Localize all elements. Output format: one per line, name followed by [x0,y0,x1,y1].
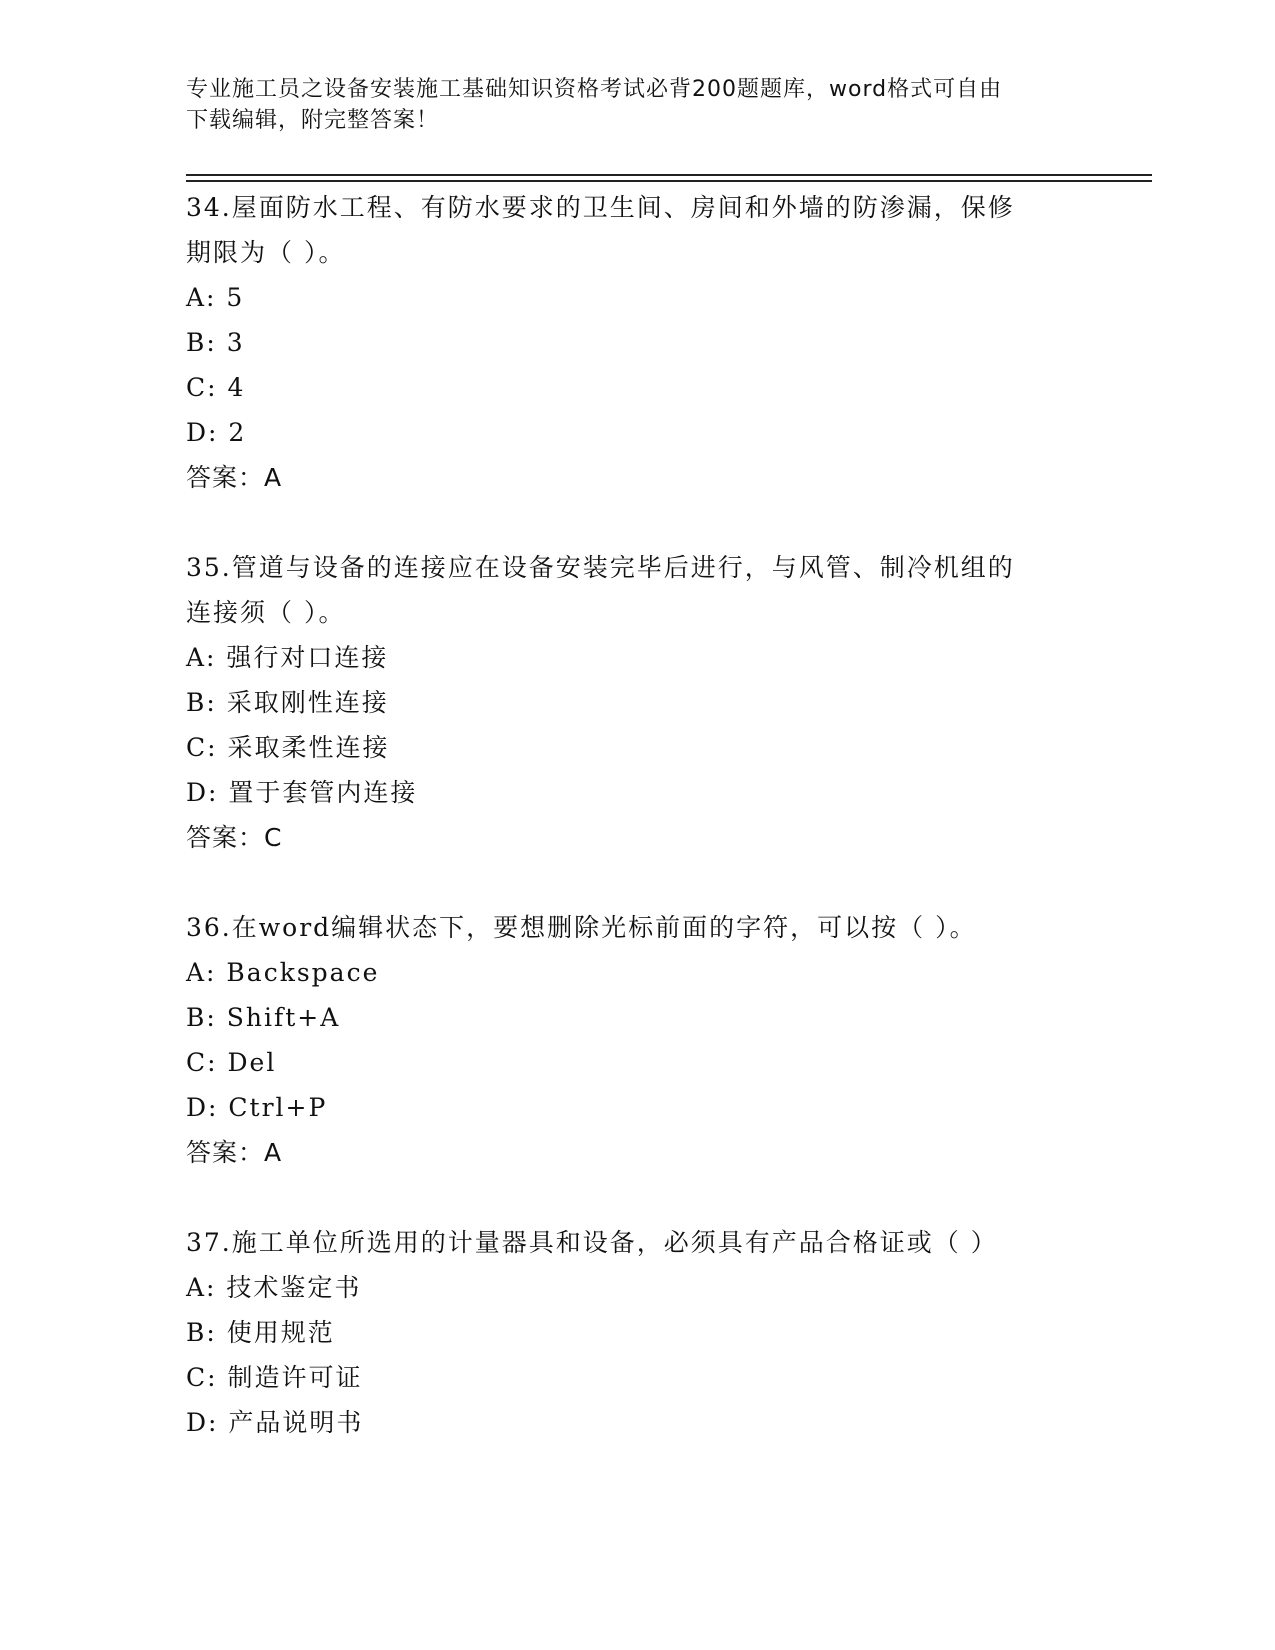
option-b: B: 采取刚性连接 [186,688,389,717]
question-stem: 36.在word编辑状态下，要想删除光标前面的字符，可以按（ ）。 [186,913,977,942]
header-divider-bottom [186,180,1152,182]
option-a: A: 强行对口连接 [186,643,389,672]
option-b: B: Shift+A [186,1003,341,1032]
option-b: B: 3 [186,328,245,357]
question-34 [186,185,1086,500]
question-stem: 37.施工单位所选用的计量器具和设备，必须具有产品合格证或（ ） [186,1228,998,1257]
document-header [186,74,1066,136]
question-stem-continued: 期限为（ ）。 [186,238,346,267]
option-a: A: Backspace [186,958,380,987]
question-stem: 35.管道与设备的连接应在设备安装完毕后进行，与风管、制冷机组的 [186,553,1015,582]
question-stem-continued: 连接须（ ）。 [186,598,346,627]
option-c: C: 4 [186,373,246,402]
option-d: D: 产品说明书 [186,1408,364,1437]
option-a: A: 5 [186,283,245,312]
answer-label: 答案：A [186,1138,283,1167]
option-c: C: 制造许可证 [186,1363,363,1392]
header-line-1: 专业施工员之设备安装施工基础知识资格考试必背200题题库，word格式可自由 [186,77,1003,102]
header-divider-top [186,174,1152,176]
answer-label: 答案：C [186,823,283,852]
answer-label: 答案：A [186,463,283,492]
option-b: B: 使用规范 [186,1318,335,1347]
option-d: D: 2 [186,418,247,447]
option-a: A: 技术鉴定书 [186,1273,362,1302]
option-c: C: Del [186,1048,277,1077]
question-stem: 34.屋面防水工程、有防水要求的卫生间、房间和外墙的防渗漏，保修 [186,193,1015,222]
question-37 [186,1220,1086,1445]
question-35 [186,545,1086,860]
option-d: D: 置于套管内连接 [186,778,418,807]
option-d: D: Ctrl+P [186,1093,328,1122]
option-c: C: 采取柔性连接 [186,733,390,762]
question-36 [186,905,1086,1175]
header-line-2: 下载编辑，附完整答案！ [186,108,440,133]
